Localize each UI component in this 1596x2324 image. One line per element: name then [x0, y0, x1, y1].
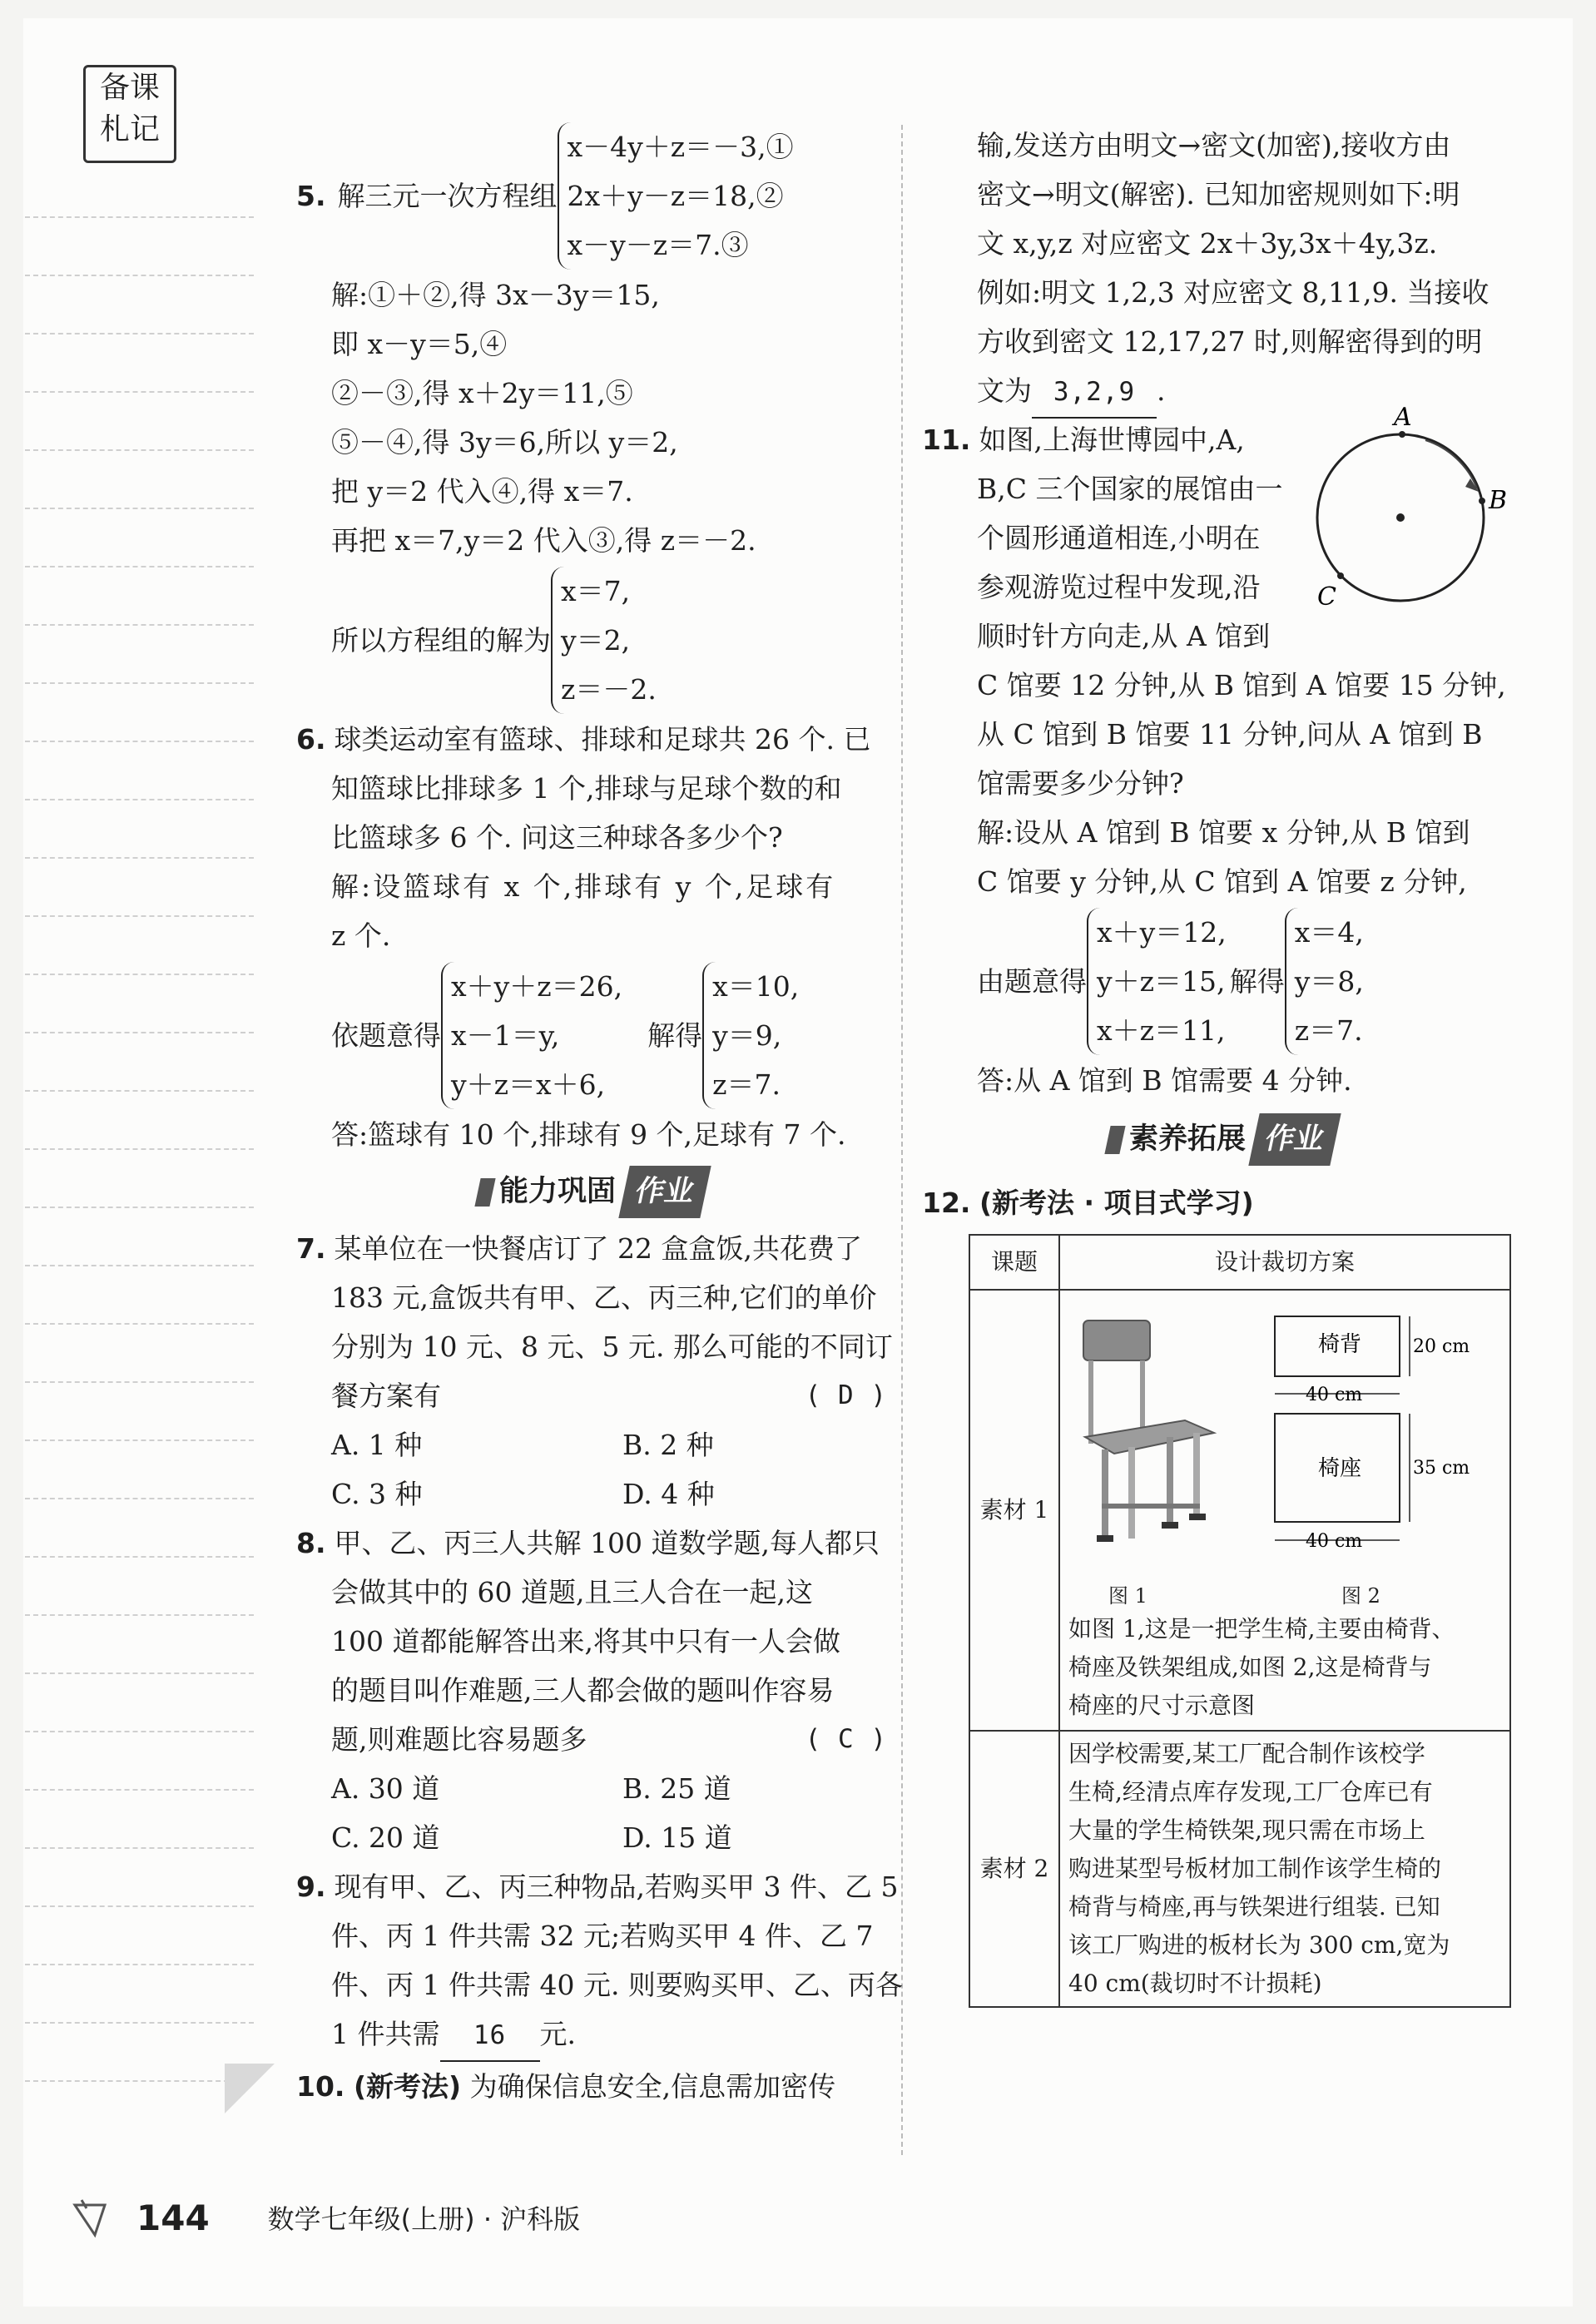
- q11-eq3: x＋z＝11,: [1097, 1013, 1226, 1047]
- q9-line: 现有甲、乙、丙三种物品,若购买甲 3 件、乙 5: [334, 1871, 899, 1903]
- q6-solution-line: 解:设篮球有 x 个,排球有 y 个,足球有: [331, 870, 836, 903]
- q5-final-system: [551, 567, 657, 714]
- banner-literacy: [922, 1105, 1521, 1178]
- q6: [296, 715, 887, 1159]
- q8-option-b: B. 25 道: [622, 1772, 731, 1805]
- table-row-material1-content: [1059, 1290, 1510, 1731]
- q8-answer: ( C ): [805, 1724, 887, 1754]
- q5-sol-line: 再把 x＝7,y＝2 代入③,得 z＝－2.: [331, 524, 756, 557]
- q11-point-b: [1479, 498, 1485, 504]
- q10-line: 密文→明文(解密). 已知加密规则如下:明: [977, 178, 1460, 211]
- q7-line: 某单位在一快餐店订了 22 盒盒饭,共花费了: [334, 1232, 862, 1265]
- q11-line: 顺时针方向走,从 A 馆到: [977, 620, 1271, 652]
- table-header-topic: 课题: [969, 1235, 1059, 1290]
- q11-solution-line: C 馆要 y 分钟,从 C 馆到 A 馆要 z 分钟,: [977, 865, 1467, 898]
- q5-stem: [296, 121, 887, 270]
- q9-line: 件、丙 1 件共需 32 元;若购买甲 4 件、乙 7: [331, 1920, 874, 1952]
- q12-heading: [922, 1178, 1521, 1227]
- chair-back-label: 椅背: [1318, 1332, 1362, 1357]
- banner-ability: [296, 1159, 887, 1224]
- q6-eq1: x＋y＋z＝26,: [451, 969, 623, 1003]
- q8-line: 100 道都能解答出来,将其中只有一人会做: [331, 1625, 840, 1658]
- q6-answer-system: [702, 962, 799, 1109]
- material1-text-line: 椅座及铁架组成,如图 2,这是椅背与: [1068, 1653, 1432, 1681]
- q8-option-a: A. 30 道: [331, 1772, 440, 1805]
- figure1-caption: 图 1: [1108, 1584, 1147, 1608]
- q6-systems: [296, 960, 887, 1110]
- q7-line: 分别为 10 元、8 元、5 元. 那么可能的不同订: [331, 1330, 893, 1363]
- material2-text-line: 40 cm(裁切时不计损耗): [1068, 1970, 1322, 1997]
- q11-answer-system: [1285, 908, 1364, 1055]
- q5-sol-line: 即 x－y＝5,④: [331, 328, 508, 360]
- q5-eq3: x－y－z＝7.③: [567, 228, 749, 261]
- q9-number: 9.: [296, 1871, 326, 1903]
- q11-lead2: 解得: [1229, 964, 1285, 998]
- q6-system: [441, 962, 622, 1109]
- q5-text: 解三元一次方程组: [337, 179, 558, 212]
- q11-line: 参观游览过程中发现,沿: [977, 571, 1261, 603]
- q6-ans-z: z＝7.: [712, 1068, 781, 1101]
- chair-illustration: [1083, 1321, 1214, 1542]
- q8-option-c: C. 20 道: [331, 1821, 440, 1854]
- q10-last-pre: 文为: [977, 374, 1032, 407]
- material1-text-line: 椅座的尺寸示意图: [1068, 1692, 1256, 1719]
- q7-line: 183 元,盒饭共有甲、乙、丙三种,它们的单价: [331, 1281, 877, 1314]
- material2-text-line: 生椅,经清点库存发现,工厂仓库已有: [1068, 1778, 1433, 1806]
- q9-last-pre: 1 件共需: [331, 2018, 440, 2050]
- q7-option-c: C. 3 种: [331, 1478, 423, 1510]
- q6-number: 6.: [296, 723, 326, 756]
- q9-line: 件、丙 1 件共需 40 元. 则要购买甲、乙、丙各: [331, 1969, 903, 2001]
- q11-label-b: B: [1489, 486, 1508, 515]
- q11-eq1: x＋y＝12,: [1097, 915, 1227, 949]
- q11-center-dot: [1396, 513, 1405, 522]
- q10-number: 10.: [296, 2070, 345, 2103]
- q5-eq2: 2x＋y－z＝18,②: [567, 179, 784, 212]
- material2-text-line: 大量的学生椅铁架,现只需在市场上: [1068, 1816, 1425, 1844]
- q10-line: 例如:明文 1,2,3 对应密文 8,11,9. 当接收: [977, 276, 1489, 309]
- q11-point-a: [1399, 431, 1405, 438]
- footer-arrow-icon: [72, 2197, 130, 2238]
- q7-option-d: D. 4 种: [622, 1478, 715, 1510]
- chair-seat-label: 椅座: [1318, 1456, 1362, 1481]
- q5-final: [331, 565, 887, 715]
- q10-line: 文 x,y,z 对应密文 2x＋3y,3x＋4y,3z.: [977, 227, 1438, 260]
- material2-text-line: 因学校需要,某工厂配合制作该校学: [1068, 1740, 1425, 1767]
- banner-ability-title: 能力巩固: [498, 1175, 616, 1208]
- left-column: [296, 121, 903, 2111]
- q10-last-post: .: [1157, 374, 1166, 407]
- notes-badge-line2: 札记: [99, 112, 160, 146]
- q6-eq2: x－1＝y,: [451, 1018, 560, 1052]
- q7-option-a: A. 1 种: [331, 1429, 423, 1461]
- q10-answer-blank: 3,2,9: [1032, 368, 1157, 419]
- q6-lead: 依题意得: [331, 1018, 441, 1052]
- banner-literacy-title: 素养拓展: [1128, 1122, 1246, 1156]
- q5-final-z: z＝－2.: [561, 672, 657, 706]
- q7-line: 餐方案有: [331, 1380, 441, 1412]
- q11-system: [1087, 908, 1227, 1055]
- q5-sol-line: 解:①＋②,得 3x－3y＝15,: [331, 279, 660, 311]
- q11-line: 个圆形通道相连,小明在: [977, 522, 1261, 554]
- q9-answer-blank: 16: [440, 2011, 540, 2062]
- q8-line: 甲、乙、丙三人共解 100 道数学题,每人都只: [334, 1527, 880, 1559]
- q10-tag: (新考法): [353, 2070, 462, 2103]
- q11-systems: [977, 906, 1521, 1056]
- q11-circle-figure: [1301, 405, 1517, 622]
- q5-final-y: y＝2,: [561, 623, 631, 657]
- q8-line: 会做其中的 60 道题,且三人合在一起,这: [331, 1576, 813, 1608]
- chair-seat-height: 35 cm: [1413, 1458, 1470, 1479]
- q6-line: 知篮球比排球多 1 个,排球与足球个数的和: [331, 772, 842, 805]
- table-header-title: 设计裁切方案: [1059, 1235, 1510, 1290]
- material2-text-line: 购进某型号板材加工制作该学生椅的: [1068, 1855, 1442, 1882]
- table-row-material2-label: 素材 2: [969, 1731, 1059, 2007]
- q12-number: 12.: [922, 1187, 971, 1219]
- q11-ans-y: y＝8,: [1294, 964, 1364, 998]
- q11-label-a: A: [1394, 405, 1412, 432]
- banner-literacy-tag: 作业: [1248, 1113, 1341, 1166]
- q5-system: [558, 122, 794, 270]
- q11-label-c: C: [1317, 582, 1336, 612]
- table-row-material1-label: 素材 1: [969, 1290, 1059, 1731]
- q11-ans-x: x＝4,: [1294, 915, 1364, 949]
- q8-line: 题,则难题比容易题多: [331, 1723, 587, 1756]
- q12-tag: (新考法 · 项目式学习): [979, 1187, 1254, 1219]
- q8-number: 8.: [296, 1527, 326, 1559]
- material2-text-line: 该工厂购进的板材长为 300 cm,宽为: [1068, 1931, 1450, 1959]
- banner-ability-tag: 作业: [618, 1166, 711, 1218]
- q11-line: B,C 三个国家的展馆由一: [977, 473, 1283, 505]
- page-number: 144: [136, 2197, 210, 2238]
- q10-start: [296, 2062, 887, 2111]
- q5-final-lead: 所以方程组的解为: [331, 623, 551, 657]
- material2-text-line: 椅背与椅座,再与铁架进行组装. 已知: [1068, 1893, 1440, 1920]
- book-title: 数学七年级(上册) · 沪科版: [267, 2203, 581, 2235]
- figure2-caption: 图 2: [1341, 1584, 1380, 1608]
- corner-triangle-decoration: [225, 2064, 275, 2113]
- q9-last-post: 元.: [539, 2018, 576, 2050]
- q6-solution-line: z 个.: [331, 919, 391, 952]
- q7: [296, 1224, 893, 1519]
- q12-table: [969, 1234, 1511, 2008]
- q5-solution: [296, 270, 887, 715]
- q10-line: 方收到密文 12,17,27 时,则解密得到的明: [977, 325, 1483, 358]
- q6-line: 比篮球多 6 个. 问这三种球各多少个?: [331, 821, 783, 854]
- q8: [296, 1519, 887, 1862]
- q8-option-d: D. 15 道: [622, 1821, 732, 1854]
- q11-point-c: [1337, 572, 1344, 579]
- q8-line: 的题目叫作难题,三人都会做的题叫作容易: [331, 1674, 835, 1707]
- notes-badge-line1: 备课: [99, 71, 160, 105]
- q11-number: 11.: [922, 424, 971, 456]
- q7-number: 7.: [296, 1232, 326, 1265]
- q6-ans-y: y＝9,: [712, 1018, 782, 1052]
- chair-seat-width: 40 cm: [1306, 1531, 1363, 1552]
- q5-sol-line: ⑤－④,得 3y＝6,所以 y＝2,: [331, 426, 678, 458]
- q11-line: 馆需要多少分钟?: [977, 767, 1184, 800]
- right-column: [922, 121, 1521, 2008]
- q11-conclusion: 答:从 A 馆到 B 馆需要 4 分钟.: [977, 1064, 1352, 1097]
- material1-text-line: 如图 1,这是一把学生椅,主要由椅背、: [1068, 1615, 1455, 1643]
- chair-back-height: 20 cm: [1413, 1336, 1470, 1357]
- q5-number: 5.: [296, 179, 326, 212]
- q5-eq1: x－4y＋z＝－3,①: [567, 130, 794, 163]
- q5-sol-line: 把 y＝2 代入④,得 x＝7.: [331, 475, 633, 508]
- q6-conclusion: 答:篮球有 10 个,排球有 9 个,足球有 7 个.: [331, 1118, 846, 1151]
- q10-text: 为确保信息安全,信息需加密传: [469, 2070, 836, 2103]
- q11-line: C 馆要 12 分钟,从 B 馆到 A 馆要 15 分钟,: [977, 669, 1506, 701]
- q6-lead2: 解得: [647, 1018, 703, 1052]
- q11: [922, 405, 1521, 1105]
- table-row-material2-content: [1059, 1731, 1510, 2007]
- q11-line: 如图,上海世博园中,A,: [979, 424, 1245, 456]
- chair-back-width: 40 cm: [1306, 1385, 1363, 1405]
- q5-sol-line: ②－③,得 x＋2y＝11,⑤: [331, 377, 633, 409]
- q7-answer: ( D ): [805, 1380, 887, 1410]
- q6-line: 球类运动室有篮球、排球和足球共 26 个. 已: [334, 723, 871, 756]
- q11-line: 从 C 馆到 B 馆要 11 分钟,问从 A 馆到 B: [977, 718, 1483, 751]
- q9: [296, 1862, 903, 2059]
- q11-ans-z: z＝7.: [1294, 1013, 1363, 1047]
- q7-option-b: B. 2 种: [622, 1429, 714, 1461]
- notes-badge: [83, 65, 176, 163]
- q6-ans-x: x＝10,: [712, 969, 800, 1003]
- q11-eq2: y＋z＝15,: [1097, 964, 1226, 998]
- q10-continued: [922, 121, 1521, 415]
- q10-line: 输,发送方由明文→密文(加密),接收方由: [977, 129, 1451, 161]
- q5-final-x: x＝7,: [561, 574, 631, 607]
- q6-eq3: y＋z＝x＋6,: [451, 1068, 606, 1101]
- page-footer: [72, 2197, 580, 2238]
- q11-lead: 由题意得: [977, 964, 1087, 998]
- chair-figures: [1068, 1296, 1501, 1570]
- q11-solution-line: 解:设从 A 馆到 B 馆要 x 分钟,从 B 馆到: [977, 816, 1470, 849]
